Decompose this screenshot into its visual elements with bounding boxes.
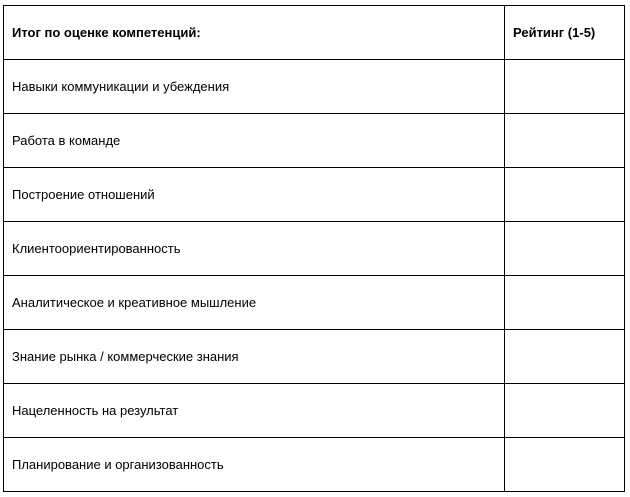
table-row	[4, 222, 625, 276]
table-row	[4, 276, 625, 330]
table-row	[4, 114, 625, 168]
competency-name-cell: Знание рынка / коммерческие знания	[4, 330, 505, 384]
rating-header-cell: Рейтинг (1-5)	[505, 6, 625, 60]
rating-cell[interactable]	[505, 222, 625, 276]
table-header-row	[4, 6, 625, 60]
table-row	[4, 330, 625, 384]
rating-cell[interactable]	[505, 60, 625, 114]
competency-name-cell: Аналитическое и креативное мышление	[4, 276, 505, 330]
competency-name-cell: Клиентоориентированность	[4, 222, 505, 276]
table-row	[4, 438, 625, 492]
table-row	[4, 60, 625, 114]
competency-header-cell: Итог по оценке компетенций:	[4, 6, 505, 60]
rating-cell[interactable]	[505, 438, 625, 492]
rating-cell[interactable]	[505, 114, 625, 168]
competency-name-cell: Планирование и организованность	[4, 438, 505, 492]
competency-name-cell: Построение отношений	[4, 168, 505, 222]
rating-cell[interactable]	[505, 330, 625, 384]
rating-cell[interactable]	[505, 384, 625, 438]
competency-name-cell: Работа в команде	[4, 114, 505, 168]
competency-name-cell: Навыки коммуникации и убеждения	[4, 60, 505, 114]
table-row	[4, 384, 625, 438]
table-row	[4, 168, 625, 222]
rating-cell[interactable]	[505, 168, 625, 222]
competency-name-cell: Нацеленность на результат	[4, 384, 505, 438]
rating-cell[interactable]	[505, 276, 625, 330]
competency-assessment-table	[3, 5, 625, 492]
